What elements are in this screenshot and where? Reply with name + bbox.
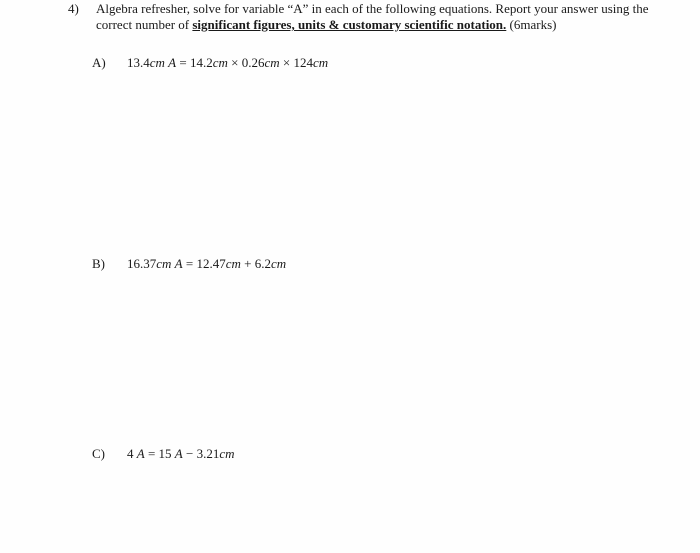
part-label: A) [92, 55, 106, 70]
question-prompt [96, 1, 666, 33]
equation-b: 16.37cm A = 12.47cm + 6.2cm [127, 256, 287, 271]
prompt-emphasis: significant figures, units & customary scientific notation. [192, 17, 507, 32]
part-label: C) [92, 446, 105, 461]
prompt-text: Algebra refresher, solve for variable “A” in each of the following equations. Report your answer using the correct number of [96, 1, 649, 32]
question-number: 4) [68, 1, 79, 16]
equation-c: 4 A = 15 A − 3.21cm [127, 446, 235, 461]
part-label: B) [92, 256, 105, 271]
prompt-marks: (6marks) [506, 17, 557, 32]
equation-a: 13.4cm A = 14.2cm × 0.26cm × 124cm [127, 55, 329, 70]
